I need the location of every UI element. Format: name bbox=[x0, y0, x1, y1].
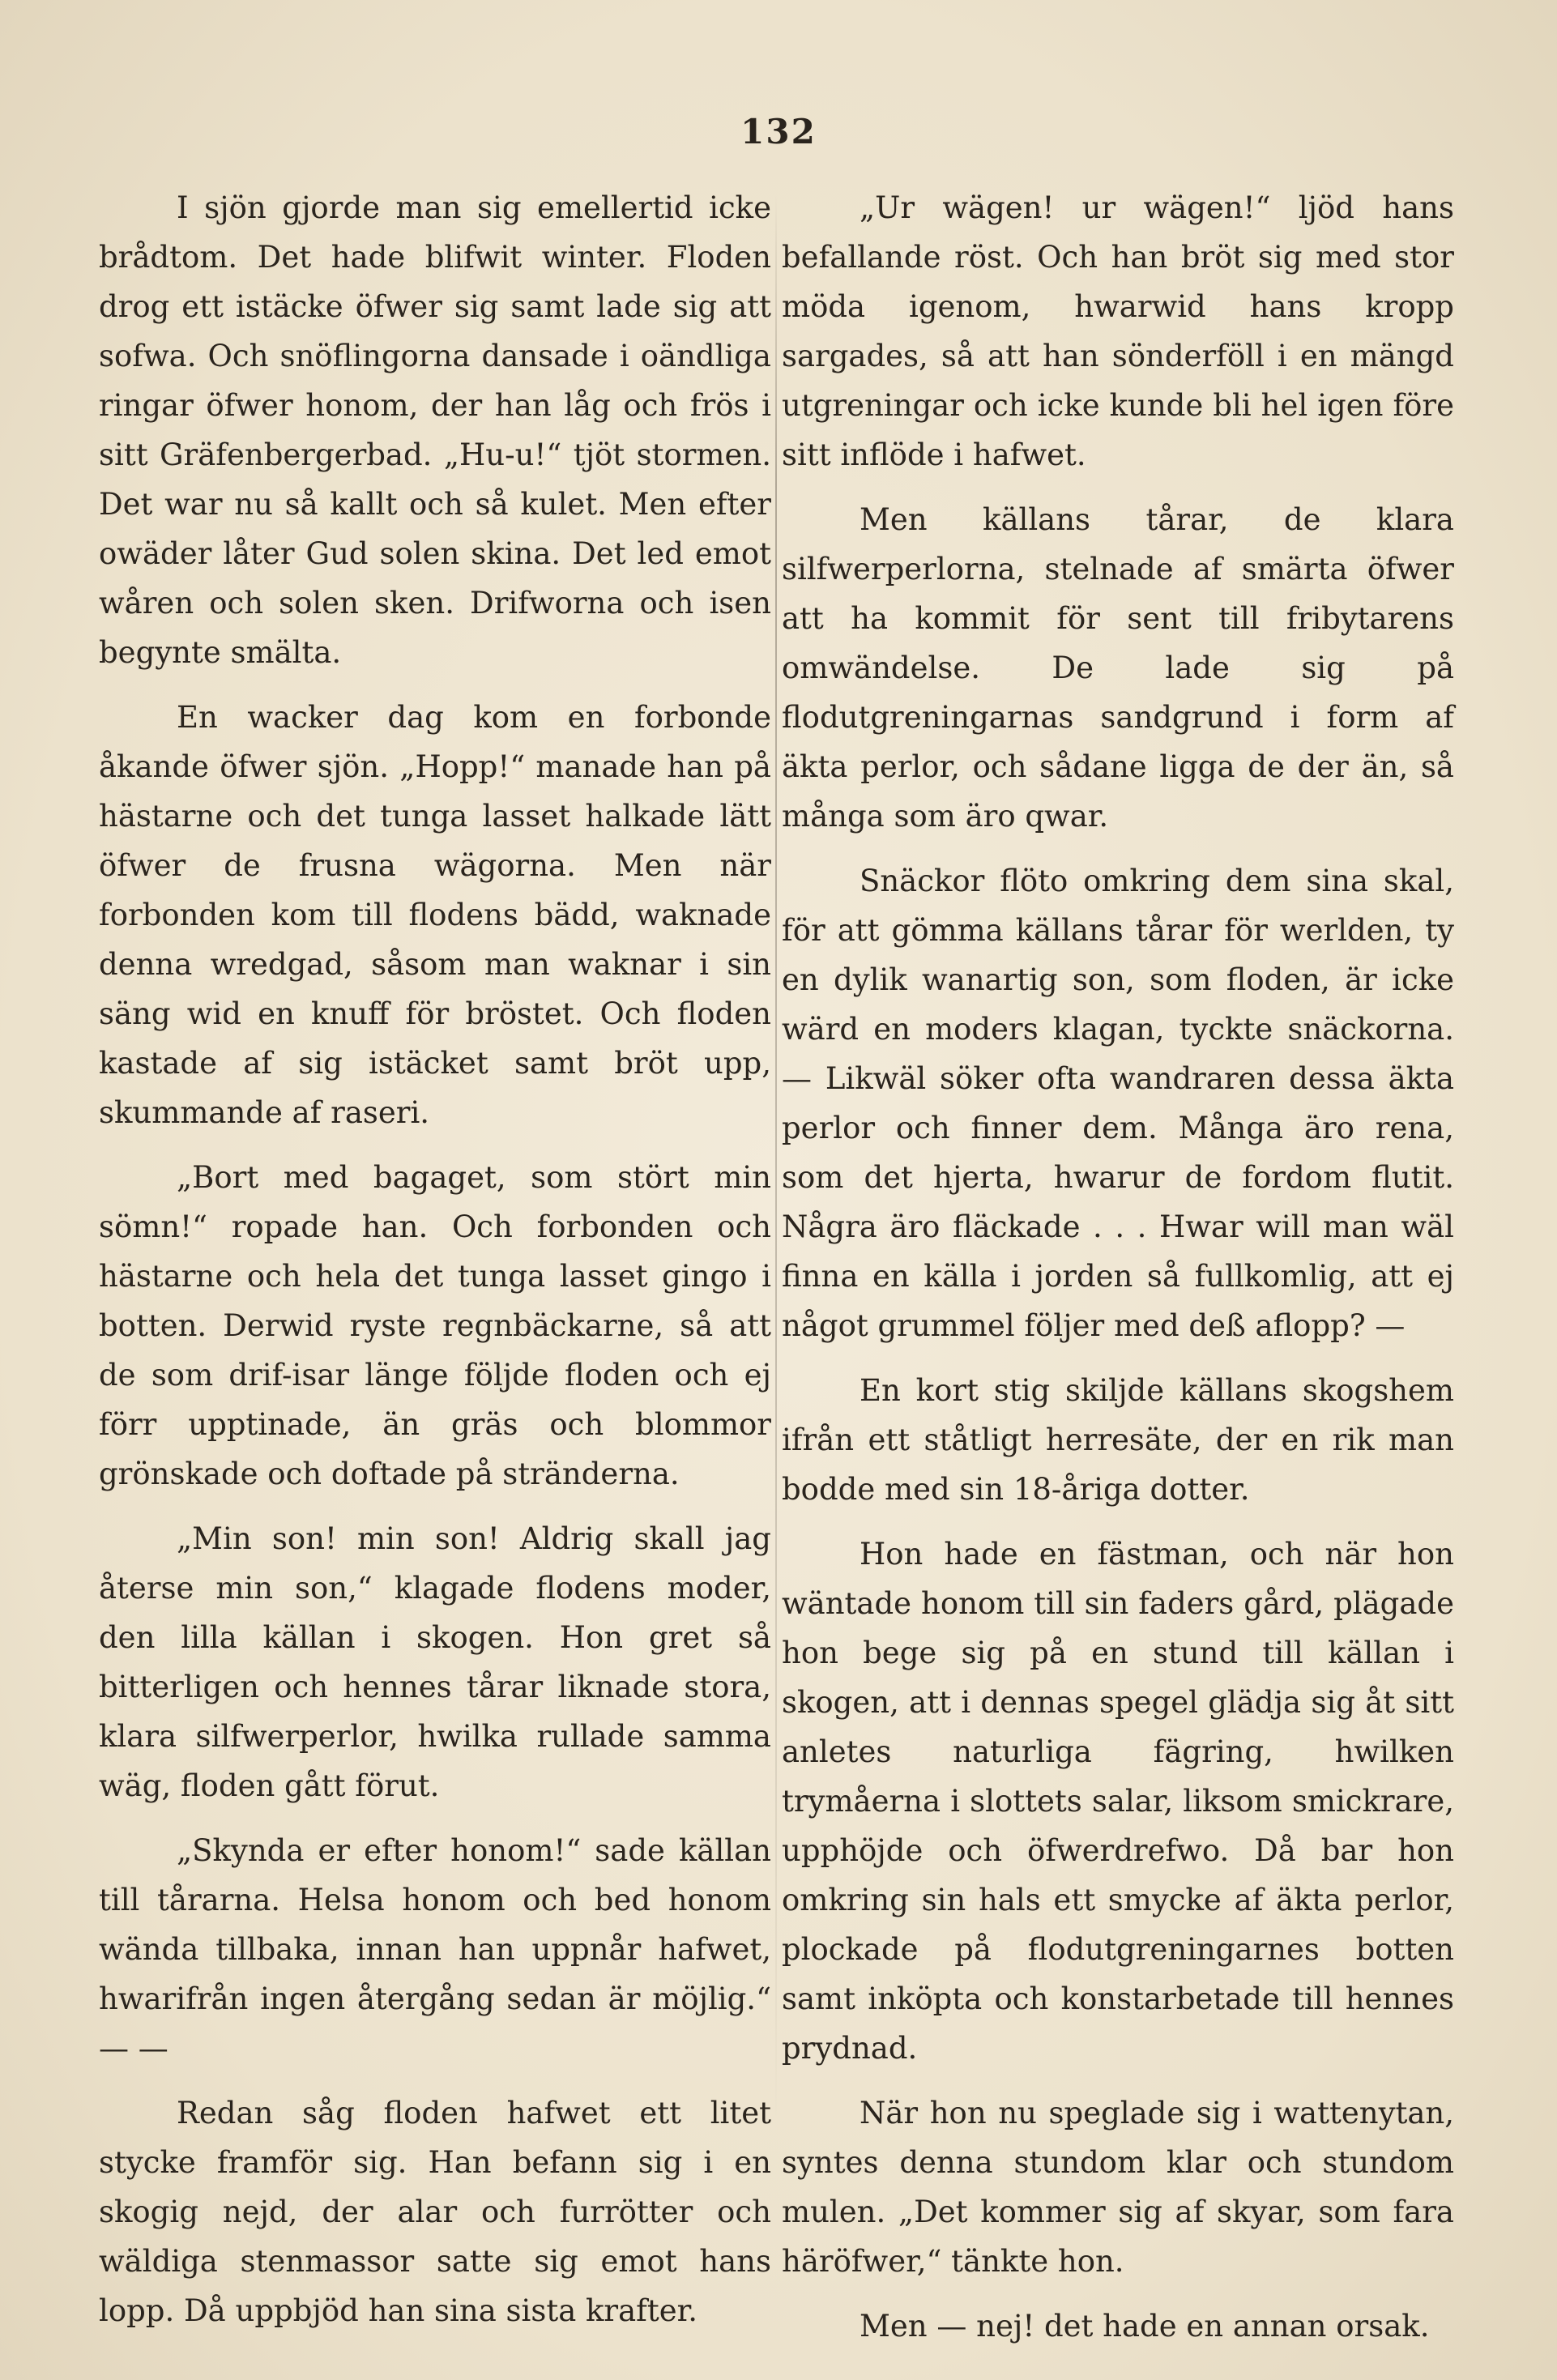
paragraph: I sjön gjorde man sig emellertid icke brådtom. Det hade blifwit winter. Floden drog ett istäcke öfwer sig samt lade sig att sofwa. Och snöflingorna dansade i oändliga ringar öfwer honom, der han låg och frös i sitt Gräfenbergerbad. „Hu-u!“ tjöt stormen. Det war nu så kallt och så kulet. Men efter owäder låter Gud solen skina. Det led emot wåren och solen sken. Drifworna och isen begynte smälta. bbox=[99, 190, 771, 670]
right-column bbox=[782, 183, 1454, 2366]
paragraph: Men källans tårar, de klara silfwerperlorna, stelnade af smärta öfwer att ha kommit för sent till fribytarens omwändelse. De lade sig på flodutgreningarnas sandgrund i form af äkta perlor, och sådane ligga de der än, så många som äro qwar. bbox=[782, 502, 1454, 834]
paragraph: „Ur wägen! ur wägen!“ ljöd hans befallande röst. Och han bröt sig med stor möda igenom, hwarwid hans kropp sargades, så att han sönderföll i en mängd utgreningar och icke kunde bli hel igen före sitt inflöde i hafwet. bbox=[782, 190, 1454, 472]
left-column bbox=[99, 183, 771, 2351]
paragraph: Snäckor flöto omkring dem sina skal, för att gömma källans tårar för werlden, ty en dylik wanartig son, som floden, är icke wärd en moders klagan, tyckte snäckorna. — Likwäl söker ofta wandraren dessa äkta perlor och finner dem. Många äro rena, som det hjerta, hwarur de fordom flutit. Några äro fläckade . . . Hwar will man wäl finna en källa i jorden så fullkomlig, att ej något grummel följer med deß aflopp? — bbox=[782, 864, 1454, 1343]
paragraph: „Bort med bagaget, som stört min sömn!“ ropade han. Och forbonden och hästarne och hela det tunga lasset gingo i botten. Derwid ryste regnbäckarne, så att de som drif-isar länge följde floden och ej förr upptinade, än gräs och blommor grönskade och doftade på stränderna. bbox=[99, 1160, 771, 1491]
paragraph: „Skynda er efter honom!“ sade källan till tårarna. Helsa honom och bed honom wända tillbaka, innan han uppnår hafwet, hwarifrån ingen återgång sedan är möjlig.“ — — bbox=[99, 1833, 771, 2066]
paragraph: En wacker dag kom en forbonde åkande öfwer sjön. „Hopp!“ manade han på hästarne och det tunga lasset halkade lätt öfwer de frusna wägorna. Men när forbonden kom till flodens bädd, waknade denna wredgad, såsom man waknar i sin säng wid en knuff för bröstet. Och floden kastade af sig istäcket samt bröt upp, skummande af raseri. bbox=[99, 700, 771, 1130]
paragraph: När hon nu speglade sig i wattenytan, syntes denna stundom klar och stundom mulen. „Det kommer sig af skyar, som fara häröfwer,“ tänkte hon. bbox=[782, 2096, 1454, 2279]
paragraph: En kort stig skiljde källans skogshem ifrån ett ståtligt herresäte, der en rik man bodde med sin 18-åriga dotter. bbox=[782, 1373, 1454, 1507]
column-divider bbox=[775, 194, 777, 2122]
paragraph: Hon hade en fästman, och när hon wäntade honom till sin faders gård, plägade hon bege sig på en stund till källan i skogen, att i dennas spegel glädja sig åt sitt anletes naturliga fägring, hwilken trymåerna i slottets salar, liksom smickrare, upphöjde och öfwerdrefwo. Då bar hon omkring sin hals ett smycke af äkta perlor, plockade på flodutgreningarnes botten samt inköpta och konstarbetade till hennes prydnad. bbox=[782, 1537, 1454, 2066]
paragraph: Redan såg floden hafwet ett litet stycke framför sig. Han befann sig i en skogig nejd, der alar och furrötter och wäldiga stenmassor satte sig emot hans lopp. Då uppbjöd han sina sista krafter. bbox=[99, 2096, 771, 2328]
paragraph: Men — nej! det hade en annan orsak. bbox=[860, 2309, 1430, 2344]
paragraph: „Min son! min son! Aldrig skall jag återse min son,“ klagade flodens moder, den lilla källan i skogen. Hon gret så bitterligen och hennes tårar liknade stora, klara silfwerperlor, hwilka rullade samma wäg, floden gått förut. bbox=[99, 1521, 771, 1803]
page-number: 132 bbox=[740, 112, 817, 151]
